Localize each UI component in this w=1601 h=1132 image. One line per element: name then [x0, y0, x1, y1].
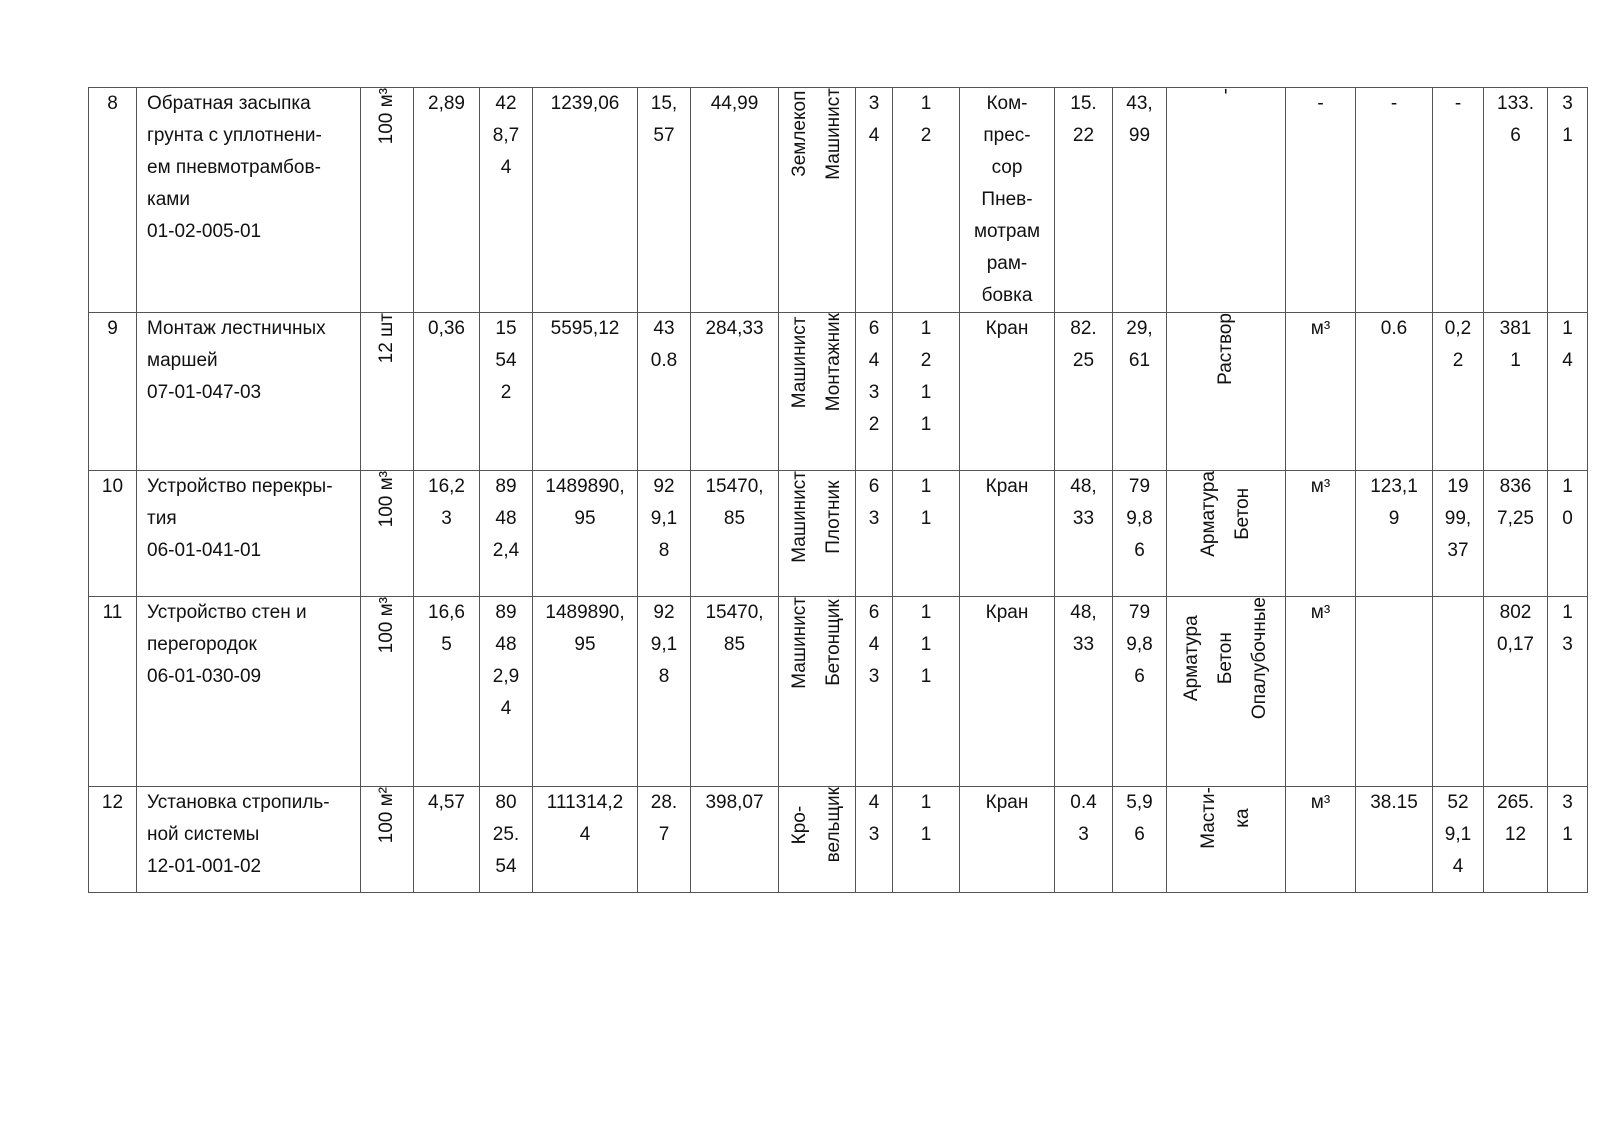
work-name: Обратная засыпка грунта с уплотнени- ем пневмотрамбов- ками 01-02-005-01 [137, 88, 361, 313]
grade-cell: 4 3 [856, 787, 893, 893]
machine-time-total-cell: 284,33 [691, 313, 779, 471]
row-number: 12 [89, 787, 137, 893]
grade-cell: 6 3 [856, 471, 893, 597]
material-qty-cell: 19 99, 37 [1433, 471, 1484, 597]
volume-cell: 2,89 [414, 88, 480, 313]
workers-cell: Машинист Бетонщик [779, 597, 856, 787]
material-cell: Масти- ка [1167, 787, 1286, 893]
work-name: Устройство перекры- тия 06-01-041-01 [137, 471, 361, 597]
material-unit-cell: м³ [1286, 471, 1356, 597]
machine-time-norm-cell: 92 9,1 8 [638, 597, 691, 787]
material-norm-cell [1356, 597, 1433, 787]
material-qty-cell: 52 9,1 4 [1433, 787, 1484, 893]
labor-norm-cell: 42 8,7 4 [480, 88, 533, 313]
machine-shift-cell: 5,9 6 [1113, 787, 1167, 893]
workers-cell: Землекоп Машинист [779, 88, 856, 313]
table-row [89, 313, 1588, 471]
volume-cell: 0,36 [414, 313, 480, 471]
work-name: Монтаж лестничных маршей 07-01-047-03 [137, 313, 361, 471]
machine-cell: Ком- прес- сор Пнев- мотрам рам- бовка [960, 88, 1055, 313]
row-number: 8 [89, 88, 137, 313]
cost-cell: 381 1 [1484, 313, 1548, 471]
grade-cell: 3 4 [856, 88, 893, 313]
cost-cell: 133. 6 [1484, 88, 1548, 313]
material-unit-cell: м³ [1286, 787, 1356, 893]
machine-time-total-cell: 15470, 85 [691, 597, 779, 787]
table-body [89, 88, 1588, 893]
material-cell: Арматура Бетон Опалубочные [1167, 597, 1286, 787]
work-name: Устройство стен и перегородок 06-01-030-09 [137, 597, 361, 787]
worker-count-cell: 1 1 [893, 471, 960, 597]
machine-time-total-cell: 398,07 [691, 787, 779, 893]
labor-norm-cell: 15 54 2 [480, 313, 533, 471]
machine-time-total-cell: 15470, 85 [691, 471, 779, 597]
machine-shift-cell: 29, 61 [1113, 313, 1167, 471]
machine-shift-cell: 79 9,8 6 [1113, 597, 1167, 787]
machine-count-cell: 48, 33 [1055, 597, 1113, 787]
labor-total-cell: 5595,12 [533, 313, 638, 471]
labor-norm-cell: 89 48 2,9 4 [480, 597, 533, 787]
unit-cell: 100 м³ [361, 597, 414, 787]
table-row [89, 88, 1588, 313]
material-qty-cell: 0,2 2 [1433, 313, 1484, 471]
unit-cell: 12 шт [361, 313, 414, 471]
material-unit-cell: - [1286, 88, 1356, 313]
row-number: 9 [89, 313, 137, 471]
row-number: 10 [89, 471, 137, 597]
unit-cell: 100 м² [361, 787, 414, 893]
worker-count-cell: 1 1 [893, 787, 960, 893]
unit-cell: 100 м³ [361, 88, 414, 313]
machine-cell: Кран [960, 787, 1055, 893]
machine-time-norm-cell: 92 9,1 8 [638, 471, 691, 597]
material-cell: - [1167, 88, 1286, 313]
machine-cell: Кран [960, 471, 1055, 597]
machine-cell: Кран [960, 597, 1055, 787]
unit-cell: 100 м³ [361, 471, 414, 597]
material-cell: Раствор [1167, 313, 1286, 471]
cost-cell: 802 0,17 [1484, 597, 1548, 787]
machine-count-cell: 48, 33 [1055, 471, 1113, 597]
labor-norm-cell: 89 48 2,4 [480, 471, 533, 597]
labor-total-cell: 111314,2 4 [533, 787, 638, 893]
extra-cell: 1 0 [1548, 471, 1588, 597]
work-name: Установка стропиль- ной системы 12-01-001-02 [137, 787, 361, 893]
work-schedule-table [88, 87, 1588, 893]
workers-cell: Машинист Монтажник [779, 313, 856, 471]
worker-count-cell: 1 2 [893, 88, 960, 313]
labor-total-cell: 1489890, 95 [533, 597, 638, 787]
material-norm-cell: 0.6 [1356, 313, 1433, 471]
machine-count-cell: 15. 22 [1055, 88, 1113, 313]
workers-cell: Кро- вельщик [779, 787, 856, 893]
volume-cell: 16,6 5 [414, 597, 480, 787]
machine-shift-cell: 79 9,8 6 [1113, 471, 1167, 597]
extra-cell: 1 3 [1548, 597, 1588, 787]
worker-count-cell: 1 1 1 [893, 597, 960, 787]
labor-total-cell: 1239,06 [533, 88, 638, 313]
labor-norm-cell: 80 25. 54 [480, 787, 533, 893]
material-unit-cell: м³ [1286, 597, 1356, 787]
machine-time-total-cell: 44,99 [691, 88, 779, 313]
machine-time-norm-cell: 43 0.8 [638, 313, 691, 471]
machine-time-norm-cell: 28. 7 [638, 787, 691, 893]
material-cell: Арматура Бетон [1167, 471, 1286, 597]
workers-cell: Машинист Плотник [779, 471, 856, 597]
worker-count-cell: 1 2 1 1 [893, 313, 960, 471]
table-row [89, 471, 1588, 597]
labor-total-cell: 1489890, 95 [533, 471, 638, 597]
machine-count-cell: 0.4 3 [1055, 787, 1113, 893]
material-norm-cell: 38.15 [1356, 787, 1433, 893]
grade-cell: 6 4 3 [856, 597, 893, 787]
machine-time-norm-cell: 15, 57 [638, 88, 691, 313]
material-norm-cell: - [1356, 88, 1433, 313]
volume-cell: 16,2 3 [414, 471, 480, 597]
material-qty-cell: - [1433, 88, 1484, 313]
grade-cell: 6 4 3 2 [856, 313, 893, 471]
cost-cell: 836 7,25 [1484, 471, 1548, 597]
material-qty-cell [1433, 597, 1484, 787]
material-unit-cell: м³ [1286, 313, 1356, 471]
material-norm-cell: 123,1 9 [1356, 471, 1433, 597]
extra-cell: 3 1 [1548, 88, 1588, 313]
extra-cell: 3 1 [1548, 787, 1588, 893]
machine-shift-cell: 43, 99 [1113, 88, 1167, 313]
row-number: 11 [89, 597, 137, 787]
table-row [89, 787, 1588, 893]
extra-cell: 1 4 [1548, 313, 1588, 471]
table-row [89, 597, 1588, 787]
machine-cell: Кран [960, 313, 1055, 471]
volume-cell: 4,57 [414, 787, 480, 893]
cost-cell: 265. 12 [1484, 787, 1548, 893]
machine-count-cell: 82. 25 [1055, 313, 1113, 471]
